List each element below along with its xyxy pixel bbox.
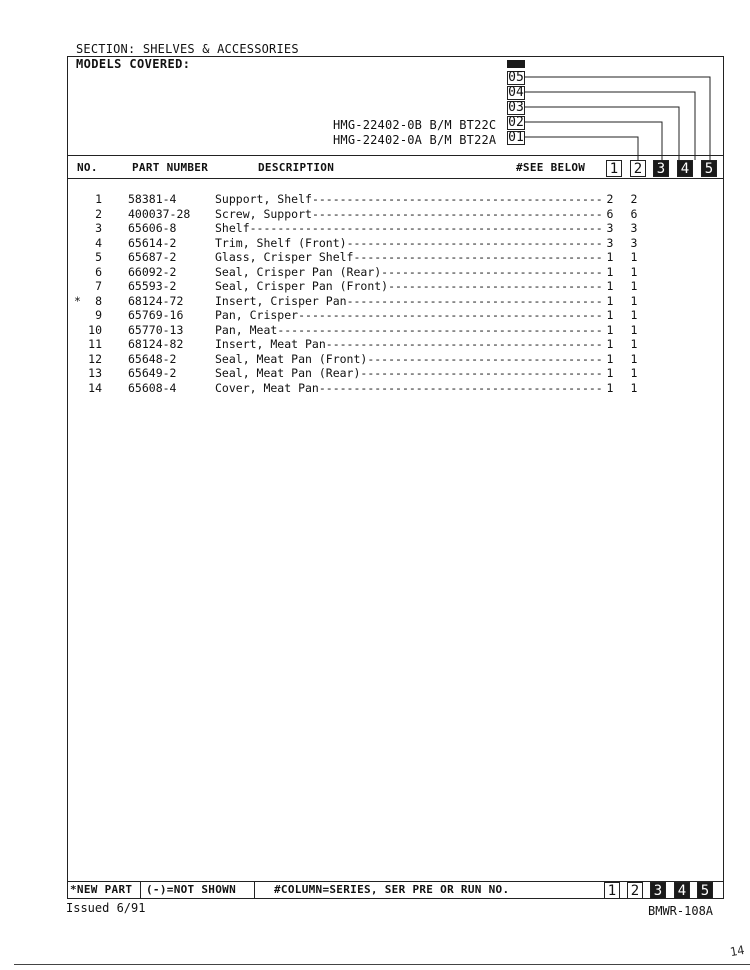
part-description: Seal, Meat Pan (Front) ----- [215, 352, 602, 366]
qty-series-1: 1 [606, 351, 614, 366]
part-number: 65614-2 [128, 235, 177, 250]
part-number: 65649-2 [128, 366, 177, 380]
footer-series-column-5: 5 [697, 882, 713, 899]
part-number: 65606-8 [128, 221, 177, 235]
part-number: 66092-2 [128, 264, 177, 279]
part-description: Trim, Shelf (Front) ----- [215, 236, 602, 250]
item-number: 10 [88, 322, 102, 337]
item-number: 7 [95, 279, 102, 293]
model-column-leader-lines [507, 60, 725, 160]
model-code-box: 02 [508, 115, 524, 130]
item-number: 6 [95, 264, 102, 279]
parts-row [70, 221, 670, 236]
parts-row [70, 366, 670, 381]
part-description: Insert, Crisper Pan ----- [215, 294, 602, 308]
qty-series-2: 1 [630, 264, 638, 279]
col-header-see-below: #SEE BELOW [516, 161, 586, 174]
series-column-5: 5 [701, 160, 717, 177]
parts-list-frame [67, 56, 724, 882]
part-number: 400037-28 [128, 206, 191, 221]
qty-series-2: 2 [630, 192, 638, 206]
document-id: BMWR-108A [648, 904, 714, 918]
legend-new-part: *NEW PART [70, 883, 133, 896]
legend-column-note: #COLUMN=SERIES, SER PRE OR RUN NO. [274, 883, 510, 896]
handwritten-page-number: 14 [728, 942, 746, 960]
item-number: 5 [95, 250, 102, 264]
item-number: 12 [88, 351, 102, 366]
part-description: Pan, Crisper ----- [215, 308, 602, 322]
series-column-1: 1 [606, 160, 622, 177]
qty-series-2: 1 [630, 380, 638, 395]
qty-series-2: 1 [630, 337, 638, 351]
series-column-3: 3 [653, 160, 669, 177]
qty-series-1: 1 [606, 380, 614, 395]
qty-series-2: 3 [630, 221, 638, 235]
footer-series-column-4: 4 [674, 882, 690, 899]
part-number: 58381-4 [128, 192, 177, 206]
parts-row [70, 236, 670, 251]
part-description: Glass, Crisper Shelf ----- [215, 250, 602, 264]
qty-series-2: 1 [630, 322, 638, 337]
header-bottom-rule [67, 178, 724, 179]
part-description: Cover, Meat Pan ----- [215, 381, 602, 395]
qty-series-2: 3 [630, 235, 638, 250]
part-description: Seal, Meat Pan (Rear) ----- [215, 366, 602, 380]
section-title: SECTION: SHELVES & ACCESSORIES [76, 42, 299, 56]
qty-series-2: 1 [630, 351, 638, 366]
part-description: Insert, Meat Pan ----- [215, 337, 602, 351]
qty-series-1: 3 [606, 221, 614, 235]
parts-row [70, 323, 670, 338]
qty-series-1: 1 [606, 322, 614, 337]
footer-series-column-3: 3 [650, 882, 666, 899]
series-column-4: 4 [677, 160, 693, 177]
qty-series-1: 6 [606, 206, 614, 221]
model-code-box: 03 [508, 100, 524, 115]
qty-series-1: 1 [606, 279, 614, 293]
model-line: HMG-22402-0B B/M BT22C [333, 118, 497, 132]
parts-row [70, 381, 670, 396]
item-number: 8 [95, 293, 102, 308]
part-description: Screw, Support ----- [215, 207, 602, 221]
part-number: 65648-2 [128, 351, 177, 366]
part-number: 65687-2 [128, 250, 177, 264]
qty-series-1: 3 [606, 235, 614, 250]
qty-series-1: 1 [606, 337, 614, 351]
new-part-marker: * [74, 293, 81, 308]
parts-row [70, 192, 670, 207]
parts-row [70, 207, 670, 222]
part-description: Shelf ----- [215, 221, 602, 235]
page-bottom-rule [14, 964, 750, 965]
part-number: 65770-13 [128, 322, 184, 337]
col-header-part-number: PART NUMBER [132, 161, 209, 174]
item-number: 11 [88, 337, 102, 351]
legend-divider [254, 881, 255, 899]
item-number: 2 [95, 206, 102, 221]
models-covered-label: MODELS COVERED: [76, 57, 191, 71]
parts-row [70, 294, 670, 309]
qty-series-2: 1 [630, 279, 638, 293]
item-number: 9 [95, 308, 102, 322]
parts-list [70, 192, 670, 395]
issued-date: Issued 6/91 [66, 901, 146, 915]
parts-row [70, 250, 670, 265]
footer-series-column-1: 1 [604, 882, 620, 899]
qty-series-1: 1 [606, 264, 614, 279]
part-description: Pan, Meat ----- [215, 323, 602, 337]
item-number: 13 [88, 366, 102, 380]
col-header-no: NO. [77, 161, 98, 174]
parts-row [70, 308, 670, 323]
model-code-box: 05 [508, 70, 524, 85]
qty-series-1: 1 [606, 293, 614, 308]
item-number: 4 [95, 235, 102, 250]
part-number: 65608-4 [128, 380, 177, 395]
model-line: HMG-22402-0A B/M BT22A [333, 133, 497, 147]
part-description: Seal, Crisper Pan (Front) ----- [215, 279, 602, 293]
qty-series-2: 1 [630, 308, 638, 322]
item-number: 14 [88, 380, 102, 395]
part-description: Support, Shelf ----- [215, 192, 602, 206]
header-top-rule [67, 155, 724, 156]
parts-row [70, 279, 670, 294]
part-description: Seal, Crisper Pan (Rear) ----- [215, 265, 602, 279]
qty-series-1: 2 [606, 192, 614, 206]
qty-series-1: 1 [606, 308, 614, 322]
qty-series-1: 1 [606, 250, 614, 264]
legend-not-shown: (-)=NOT SHOWN [146, 883, 236, 896]
part-number: 68124-72 [128, 293, 184, 308]
col-header-description: DESCRIPTION [258, 161, 335, 174]
parts-row [70, 352, 670, 367]
qty-series-2: 6 [630, 206, 638, 221]
model-code-box: 04 [508, 85, 524, 100]
item-number: 3 [95, 221, 102, 235]
qty-series-1: 1 [606, 366, 614, 380]
series-column-2: 2 [630, 160, 646, 177]
item-number: 1 [95, 192, 102, 206]
qty-series-2: 1 [630, 366, 638, 380]
footer-series-column-2: 2 [627, 882, 643, 899]
qty-series-2: 1 [630, 293, 638, 308]
legend-divider [140, 881, 141, 899]
part-number: 65769-16 [128, 308, 184, 322]
model-code-box: 01 [508, 130, 524, 145]
part-number: 65593-2 [128, 279, 177, 293]
part-number: 68124-82 [128, 337, 184, 351]
parts-row [70, 265, 670, 280]
parts-row [70, 337, 670, 352]
qty-series-2: 1 [630, 250, 638, 264]
